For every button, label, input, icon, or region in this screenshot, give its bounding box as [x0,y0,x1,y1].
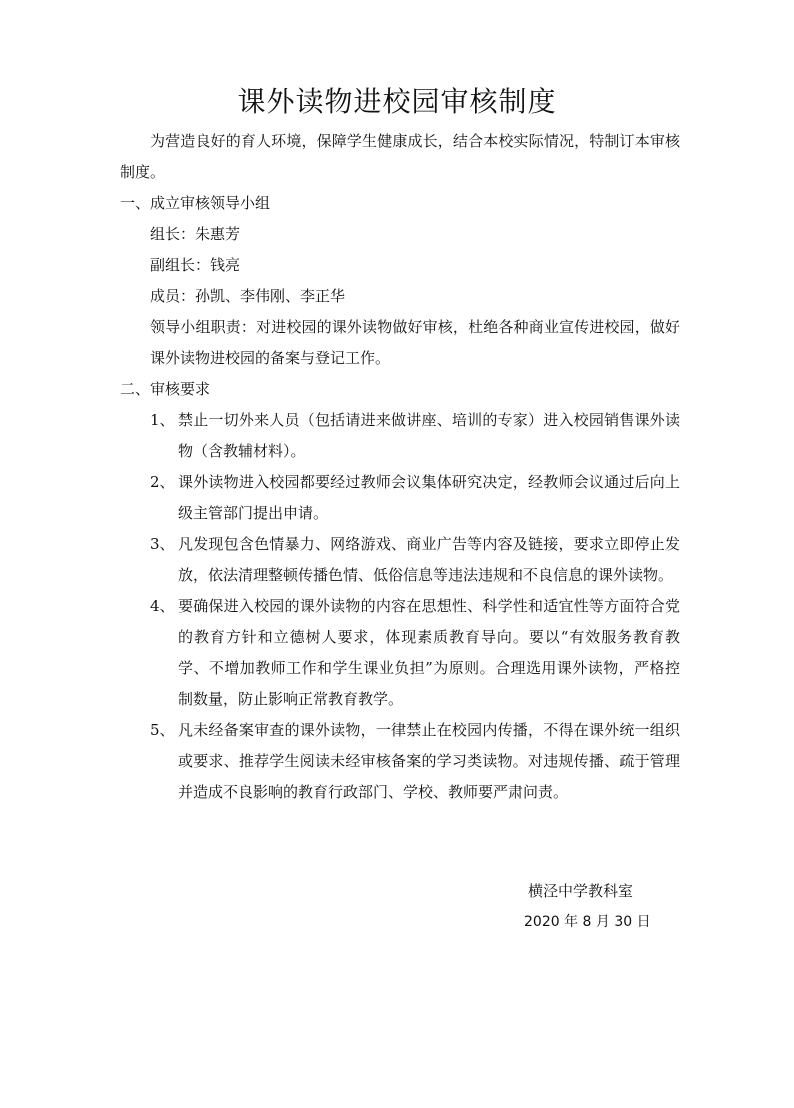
document-title: 课外读物进校园审核制度 [237,85,557,118]
requirement-item-1 [120,405,680,467]
requirement-item-3 [120,529,680,591]
group-leader: 组长：朱惠芳 [150,225,241,243]
requirement-number: 4、 [150,597,175,615]
group-deputy: 副组长：钱亮 [150,256,241,274]
requirement-item-2 [120,467,680,529]
signature-org: 横泾中学教科室 [528,882,634,900]
requirement-text: 凡发现包含色情暴力、网络游戏、商业广告等内容及链接，要求立即停止发放，依法清理整顿传播色情、低俗信息等违法违规和不良信息的课外读物。 [178,535,680,584]
requirement-number: 5、 [150,721,175,739]
requirement-text: 要确保进入校园的课外读物的内容在思想性、科学性和适宜性等方面符合党的教育方针和立德树人要求，体现素质教育导向。要以“有效服务教育教学、不增加教师工作和学生课业负担”为原则。合理选用课外读物，严格控制数量，防止影响正常教育教学。 [178,597,680,708]
group-members: 成员：孙凯、李伟刚、李正华 [150,287,346,305]
group-duties: 领导小组职责：对进校园的课外读物做好审核，杜绝各种商业宣传进校园，做好课外读物进校园的备案与登记工作。 [150,318,680,367]
section1-heading: 一、成立审核领导小组 [120,194,271,212]
requirement-item-5 [120,715,680,808]
requirement-number: 1、 [150,411,175,429]
requirement-item-4 [120,591,680,715]
requirement-text: 凡未经备案审查的课外读物，一律禁止在校园内传播，不得在课外统一组织或要求、推荐学生阅读未经审核备案的学习类读物。对违规传播、疏于管理并造成不良影响的教育行政部门、学校、教师要严肃问责。 [178,721,680,801]
signature-date: 2020 年 8 月 30 日 [524,914,651,930]
requirement-number: 2、 [150,473,175,491]
requirement-text: 课外读物进入校园都要经过教师会议集体研究决定，经教师会议通过后向上级主管部门提出申请。 [178,473,680,522]
requirement-number: 3、 [150,535,175,553]
section2-heading: 二、审核要求 [120,380,211,398]
intro-paragraph: 为营造良好的育人环境，保障学生健康成长，结合本校实际情况，特制订本审核制度。 [120,132,680,181]
signature-block [440,876,660,938]
requirement-text: 禁止一切外来人员（包括请进来做讲座、培训的专家）进入校园销售课外读物（含教辅材料）。 [178,411,680,460]
document-body [120,126,680,808]
